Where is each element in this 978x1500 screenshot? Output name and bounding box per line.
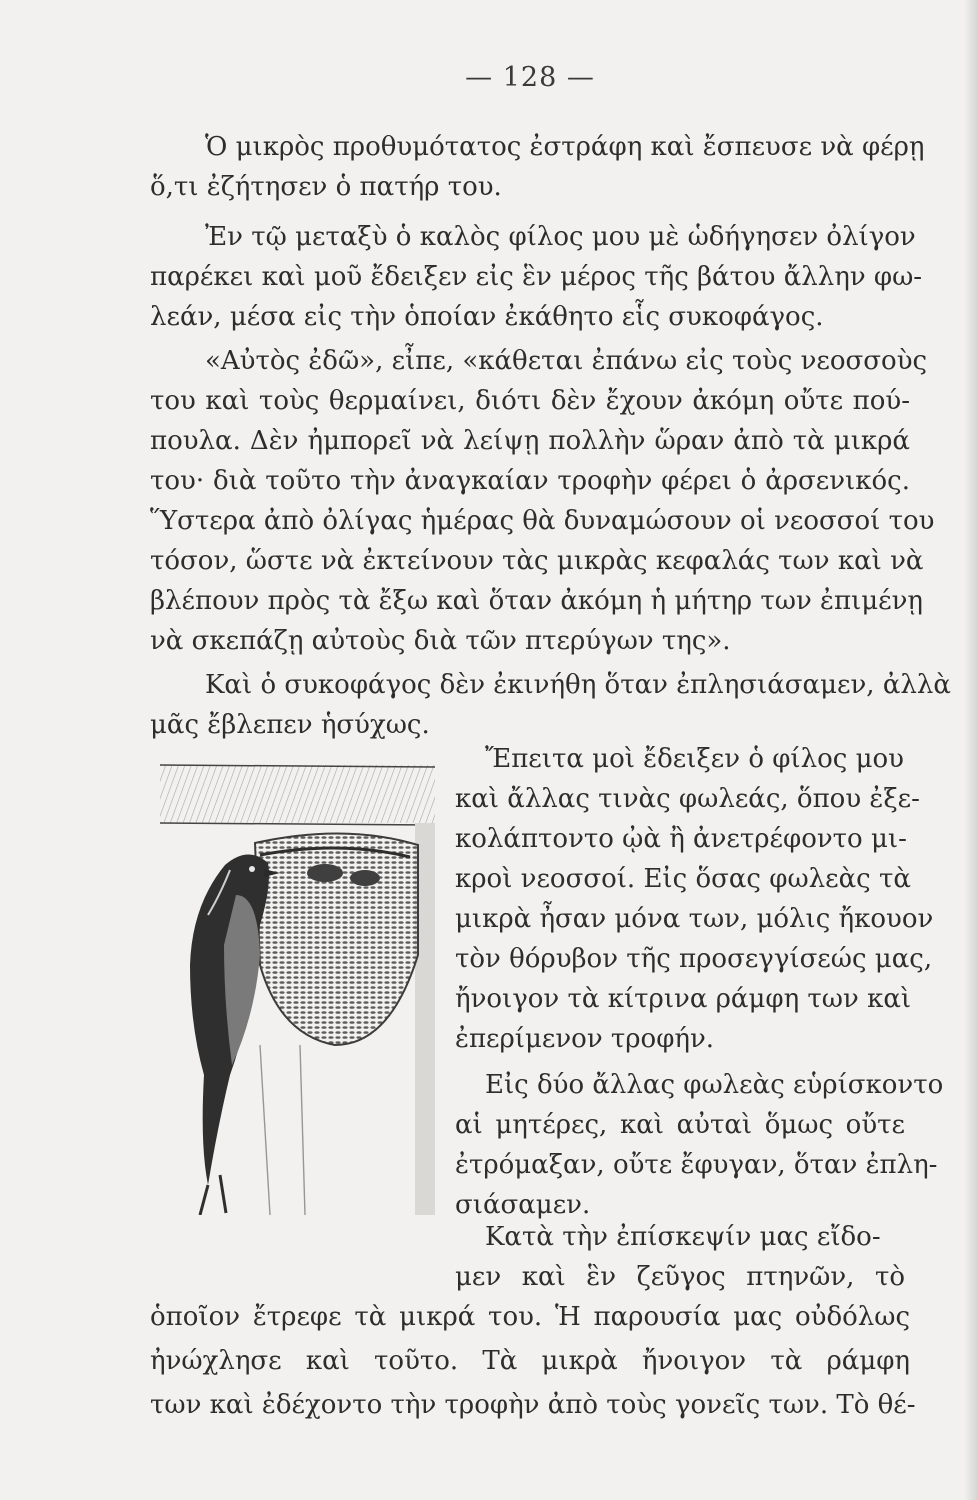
text-line: ἐπερίμενον τροφήν. bbox=[455, 1024, 715, 1054]
text-line: Ἐν τῷ μεταξὺ ὁ καλὸς φίλος μου μὲ ὡδήγησεν ὀλίγον bbox=[205, 222, 916, 252]
text-line: των καὶ ἐδέχοντο τὴν τροφὴν ἀπὸ τοὺς γονεῖς των. Τὸ θέ- bbox=[150, 1390, 916, 1420]
mud-nest bbox=[255, 833, 418, 1045]
text-line: Ἔπειτα μοὶ ἔδειξεν ὁ φίλος μου bbox=[485, 744, 904, 774]
text-line: κολάπτοντο ᾠὰ ἢ ἀνετρέφοντο μι- bbox=[455, 824, 907, 854]
text-line: νὰ σκεπάζῃ αὐτοὺς διὰ τῶν πτερύγων της». bbox=[150, 626, 731, 656]
text-line: «Αὐτὸς ἐδῶ», εἶπε, «κάθεται ἐπάνω εἰς τοὺς νεοσσοὺς bbox=[205, 346, 928, 376]
text-line: βλέπουν πρὸς τὰ ἔξω καὶ ὅταν ἀκόμη ἡ μήτηρ των ἐπιμένῃ bbox=[150, 586, 923, 616]
text-line: ὁποῖον ἔτρεφε τὰ μικρά του. Ἡ παρουσία μας οὐδόλως bbox=[150, 1302, 910, 1332]
text-line: Καὶ ὁ συκοφάγος δὲν ἐκινήθη ὅταν ἐπλησιάσαμεν, ἀλλὰ bbox=[205, 670, 951, 700]
text-line: καὶ ἄλλας τινὰς φωλεάς, ὅπου ἐξε- bbox=[455, 784, 920, 814]
text-line: παρέκει καὶ μοῦ ἔδειξεν εἰς ἓν μέρος τῆς βάτου ἄλλην φω- bbox=[150, 262, 923, 292]
text-line: σιάσαμεν. bbox=[455, 1190, 591, 1220]
text-line: Εἰς δύο ἄλλας φωλεὰς εὑρίσκοντο bbox=[485, 1070, 944, 1100]
text-line: ἤνοιγον τὰ κίτρινα ράμφη των καὶ bbox=[455, 984, 912, 1014]
text-line: πουλα. Δὲν ἠμπορεῖ νὰ λείψῃ πολλὴν ὥραν ἀπὸ τὰ μικρά bbox=[150, 426, 910, 456]
text-line: τόσον, ὥστε νὰ ἐκτείνουν τὰς μικρὰς κεφαλάς των καὶ νὰ bbox=[150, 546, 924, 576]
text-line: ἠνώχλησε καὶ τοῦτο. Τὰ μικρὰ ἤνοιγον τὰ ράμφη bbox=[150, 1346, 910, 1376]
text-line: κροὶ νεοσσοί. Εἰς ὅσας φωλεὰς τὰ bbox=[455, 864, 911, 894]
text-line: μεν καὶ ἓν ζεῦγος πτηνῶν, τὸ bbox=[455, 1262, 905, 1292]
page-number: — 128 — bbox=[465, 62, 595, 93]
scan-edge-shadow bbox=[964, 0, 978, 1500]
text-line: Κατὰ τὴν ἐπίσκεψίν μας εἴδο- bbox=[485, 1222, 881, 1252]
text-line: μᾶς ἔβλεπεν ἡσύχως. bbox=[150, 710, 430, 740]
swallow-nest-illustration bbox=[160, 745, 435, 1215]
text-line: του καὶ τοὺς θερμαίνει, διότι δὲν ἔχουν ἀκόμη οὔτε πού- bbox=[150, 386, 910, 416]
text-line: ἐτρόμαξαν, οὔτε ἔφυγαν, ὅταν ἐπλη- bbox=[455, 1150, 938, 1180]
roof-beam bbox=[160, 765, 435, 825]
text-line: Ὕστερα ἀπὸ ὀλίγας ἡμέρας θὰ δυναμώσουν οἱ νεοσσοί του bbox=[150, 506, 935, 536]
text-line: ὅ,τι ἐζήτησεν ὁ πατήρ του. bbox=[150, 172, 502, 202]
text-line: του· διὰ τοῦτο τὴν ἀναγκαίαν τροφὴν φέρει ὁ ἀρσενικός. bbox=[150, 466, 910, 496]
text-line: μικρὰ ἦσαν μόνα των, μόλις ἤκουον bbox=[455, 904, 934, 934]
text-line: λεάν, μέσα εἰς τὴν ὁποίαν ἐκάθητο εἷς συκοφάγος. bbox=[150, 302, 824, 332]
text-line: τὸν θόρυβον τῆς προσεγγίσεώς μας, bbox=[455, 944, 933, 974]
text-line: Ὁ μικρὸς προθυμότατος ἐστράφη καὶ ἔσπευσε νὰ φέρῃ bbox=[205, 132, 925, 162]
text-line: αἱ μητέρες, καὶ αὐταὶ ὅμως οὔτε bbox=[455, 1110, 905, 1140]
